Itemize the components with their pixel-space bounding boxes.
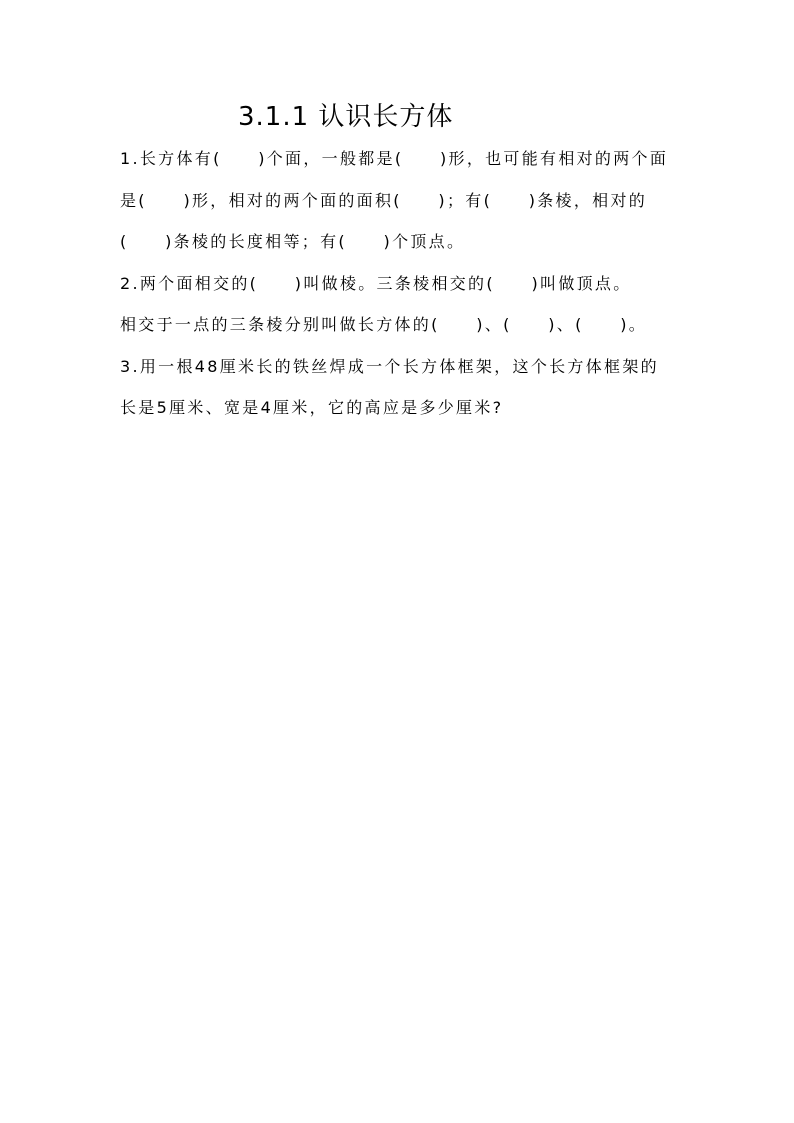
- question-1-line-3: ( )条棱的长度相等；有( )个顶点。: [120, 232, 466, 251]
- page-title: 3.1.1 认识长方体: [238, 102, 454, 132]
- question-3-line-2: 长是5厘米、宽是4厘米，它的高应是多少厘米?: [120, 398, 504, 417]
- question-1-line-1: 1.长方体有( )个面，一般都是( )形，也可能有相对的两个面: [120, 149, 669, 168]
- question-2-line-1: 2.两个面相交的( )叫做棱。三条棱相交的( )叫做顶点。: [120, 274, 632, 293]
- question-2-line-2: 相交于一点的三条棱分别叫做长方体的( )、( )、( )。: [120, 315, 648, 334]
- question-1-line-2: 是( )形，相对的两个面的面积( )；有( )条棱，相对的: [120, 191, 648, 210]
- question-3-line-1: 3.用一根48厘米长的铁丝焊成一个长方体框架，这个长方体框架的: [120, 357, 659, 376]
